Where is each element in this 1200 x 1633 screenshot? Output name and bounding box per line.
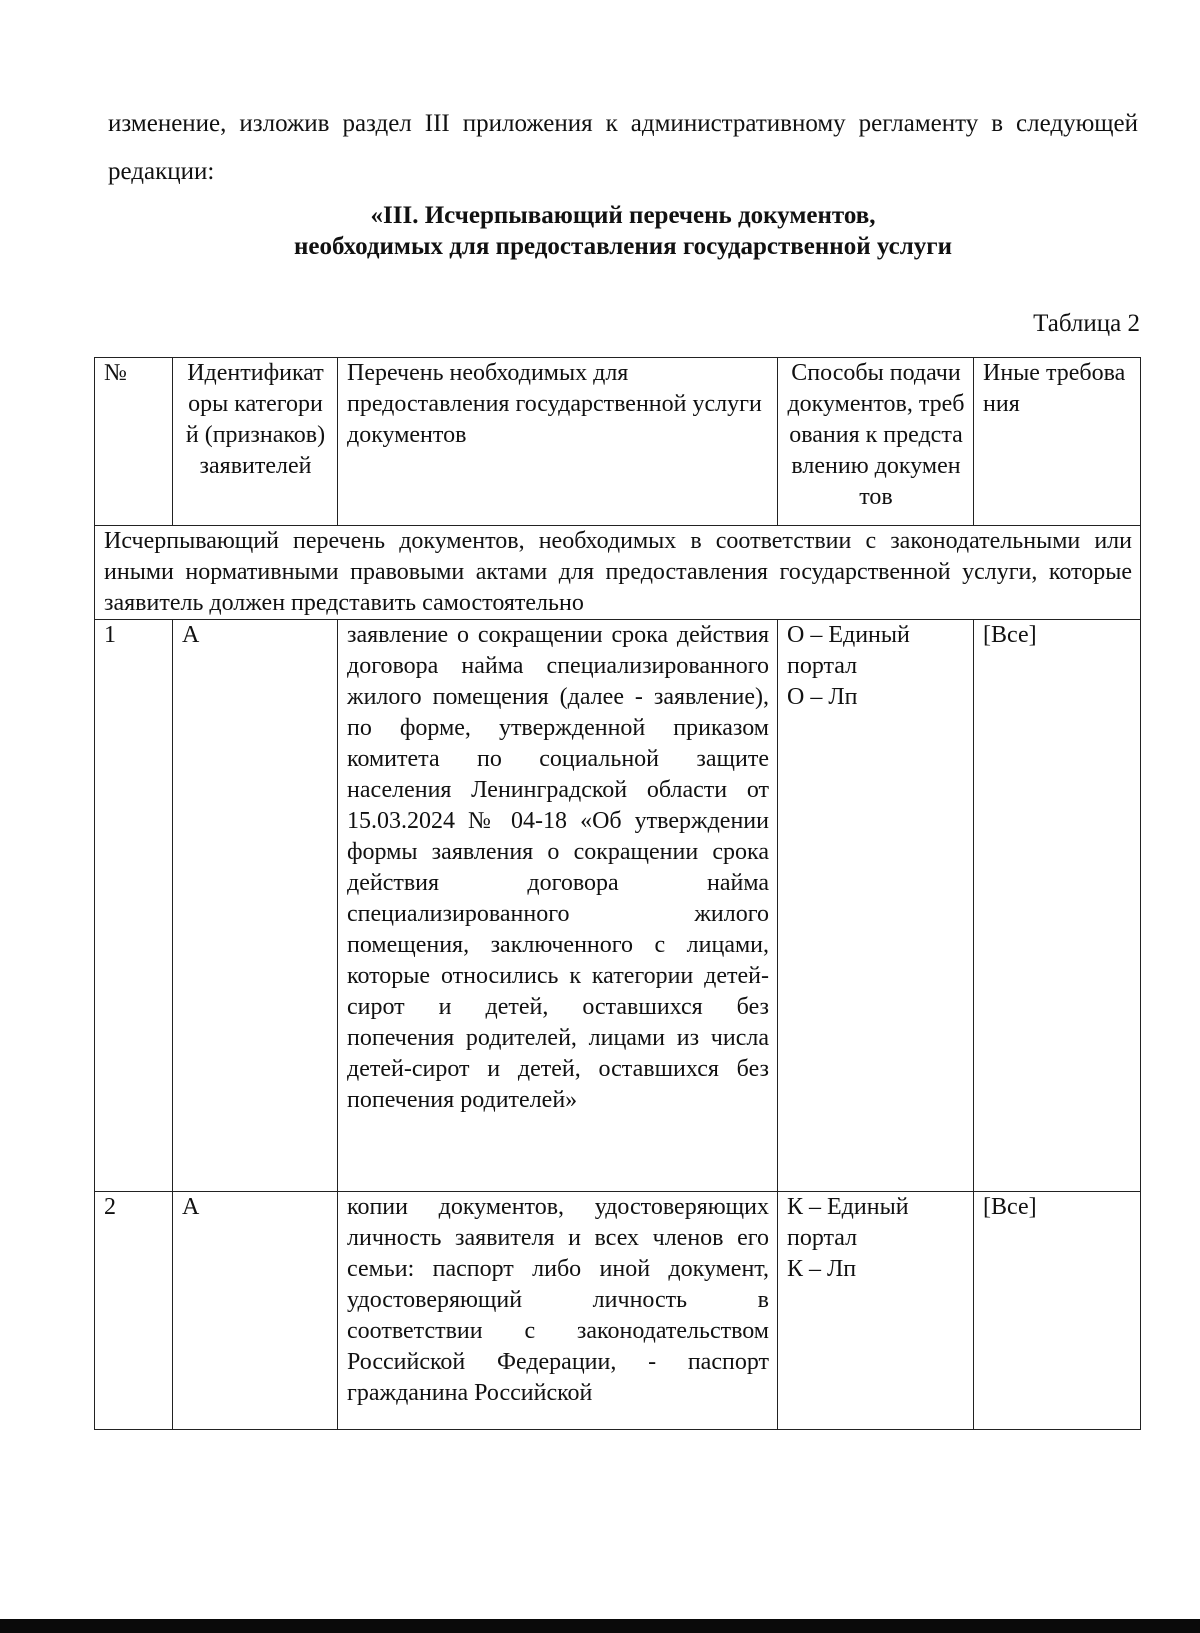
table-section-row bbox=[95, 526, 1141, 620]
documents-table bbox=[94, 357, 1141, 1430]
scan-edge bbox=[0, 1619, 1200, 1633]
row-methods bbox=[778, 1192, 974, 1430]
section-title-cell: Исчерпывающий перечень документов, необходимых в соответствии с законодательными или иными нормативными правовыми актами для предоставления государственной услуги, которые заявитель должен представить самостоятельно bbox=[95, 526, 1141, 620]
row-method-2: К – Лп bbox=[787, 1256, 857, 1282]
header-methods: Способы подачи документов, требования к представлению документов bbox=[778, 358, 974, 526]
intro-paragraph: изменение, изложив раздел III приложения к административному регламенту в следующей редакции: bbox=[108, 110, 1138, 185]
table-header-row bbox=[95, 358, 1141, 526]
section-heading bbox=[108, 200, 1138, 262]
table-row bbox=[95, 1192, 1141, 1430]
row-other: [Все] bbox=[974, 620, 1141, 1192]
row-num: 2 bbox=[95, 1192, 173, 1430]
table-row bbox=[95, 620, 1141, 1192]
row-num: 1 bbox=[95, 620, 173, 1192]
table-caption: Таблица 2 bbox=[1033, 310, 1140, 337]
header-other: Иные требования bbox=[974, 358, 1141, 526]
row-document: копии документов, удостоверяющих личность заявителя и всех членов его семьи: паспорт либо иной документ, удостоверяющий личность в соответствии с законодательством Российской Федерации, - паспорт гражданина Российской bbox=[338, 1192, 778, 1430]
row-methods bbox=[778, 620, 974, 1192]
header-identifiers: Идентификаторы категорий (признаков) заявителей bbox=[173, 358, 338, 526]
row-method-2: О – Лп bbox=[787, 684, 858, 710]
row-category: А bbox=[173, 620, 338, 1192]
header-documents: Перечень необходимых для предоставления государственной услуги документов bbox=[338, 358, 778, 526]
section-heading-line-1: «III. Исчерпывающий перечень документов, bbox=[370, 202, 876, 229]
row-method-1: О – Единый портал bbox=[787, 622, 910, 679]
header-num: № bbox=[95, 358, 173, 526]
row-document: заявление о сокращении срока действия договора найма специализированного жилого помещения (далее - заявление), по форме, утвержденной приказом комитета по социальной защите населения Ленинградской области от 15.03.2024 № 04-18 «Об утверждении формы заявления о сокращении срока действия договора найма специализированного жилого помещения, заключенного с лицами, которые относились к категории детей-сирот и детей, оставшихся без попечения родителей, лицами из числа детей-сирот и детей, оставшихся без попечения родителей» bbox=[338, 620, 778, 1192]
row-method-1: К – Единый портал bbox=[787, 1194, 909, 1251]
section-heading-line-2: необходимых для предоставления государственной услуги bbox=[294, 233, 952, 260]
row-category: А bbox=[173, 1192, 338, 1430]
row-other: [Все] bbox=[974, 1192, 1141, 1430]
